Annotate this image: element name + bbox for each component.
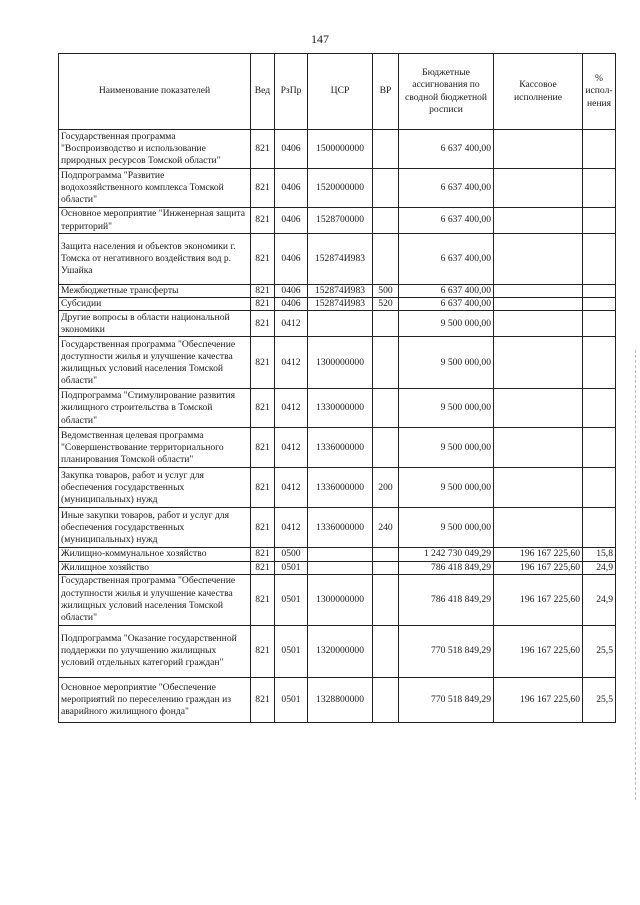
cell-cash (494, 389, 583, 428)
cell-name: Основное мероприятие "Обеспечение мероприятий по переселению граждан из аварийного жилищного фонда" (59, 677, 251, 722)
cell-name: Субсидии (59, 298, 251, 311)
cell-cash (494, 234, 583, 285)
cell-csr: 152874И983 (308, 298, 373, 311)
cell-vr (373, 389, 399, 428)
cell-vr (373, 208, 399, 234)
cell-rzpr: 0500 (275, 548, 308, 561)
cell-percent (583, 285, 616, 298)
cell-cash (494, 285, 583, 298)
cell-ved: 821 (251, 337, 275, 389)
cell-cash (494, 130, 583, 169)
scan-edge-mark (635, 350, 636, 800)
cell-rzpr: 0412 (275, 311, 308, 337)
cell-rzpr: 0412 (275, 428, 308, 468)
table-header-row (59, 54, 616, 130)
cell-percent: 25,5 (583, 625, 616, 677)
cell-percent (583, 468, 616, 508)
cell-vr (373, 677, 399, 722)
header-budget: Бюджетные ассигнования по сводной бюджетной росписи (399, 54, 494, 130)
cell-csr: 1300000000 (308, 574, 373, 625)
cell-vr: 500 (373, 285, 399, 298)
cell-percent (583, 130, 616, 169)
cell-ved: 821 (251, 677, 275, 722)
cell-vr (373, 625, 399, 677)
cell-rzpr: 0406 (275, 130, 308, 169)
cell-name: Другие вопросы в области национальной экономики (59, 311, 251, 337)
cell-cash (494, 337, 583, 389)
cell-percent (583, 311, 616, 337)
table-row (59, 337, 616, 389)
cell-csr (308, 311, 373, 337)
cell-percent (583, 169, 616, 208)
header-vr: ВР (373, 54, 399, 130)
cell-rzpr: 0406 (275, 169, 308, 208)
cell-rzpr: 0412 (275, 389, 308, 428)
table-row (59, 428, 616, 468)
cell-csr: 1528700000 (308, 208, 373, 234)
cell-budget: 770 518 849,29 (399, 677, 494, 722)
cell-vr (373, 169, 399, 208)
cell-vr (373, 311, 399, 337)
cell-rzpr: 0406 (275, 298, 308, 311)
cell-rzpr: 0406 (275, 208, 308, 234)
table-row (59, 468, 616, 508)
table-row (59, 208, 616, 234)
table-row (59, 389, 616, 428)
cell-ved: 821 (251, 468, 275, 508)
cell-vr (373, 337, 399, 389)
cell-name: Закупка товаров, работ и услуг для обеспечения государственных (муниципальных) нужд (59, 468, 251, 508)
cell-ved: 821 (251, 389, 275, 428)
cell-vr: 240 (373, 508, 399, 548)
cell-name: Иные закупки товаров, работ и услуг для обеспечения государственных (муниципальных) нужд (59, 508, 251, 548)
cell-ved: 821 (251, 285, 275, 298)
cell-budget: 770 518 849,29 (399, 625, 494, 677)
cell-name: Жилищное хозяйство (59, 561, 251, 574)
cell-percent (583, 428, 616, 468)
cell-vr (373, 428, 399, 468)
cell-budget: 6 637 400,00 (399, 234, 494, 285)
cell-cash (494, 311, 583, 337)
cell-cash (494, 298, 583, 311)
header-csr: ЦСР (308, 54, 373, 130)
cell-csr: 1520000000 (308, 169, 373, 208)
cell-rzpr: 0412 (275, 468, 308, 508)
cell-vr (373, 548, 399, 561)
cell-rzpr: 0406 (275, 285, 308, 298)
cell-budget: 9 500 000,00 (399, 311, 494, 337)
cell-percent: 25,5 (583, 677, 616, 722)
cell-percent: 15,8 (583, 548, 616, 561)
cell-rzpr: 0501 (275, 677, 308, 722)
page-number: 147 (311, 32, 329, 46)
cell-ved: 821 (251, 561, 275, 574)
cell-ved: 821 (251, 311, 275, 337)
cell-percent (583, 389, 616, 428)
cell-csr: 1336000000 (308, 428, 373, 468)
cell-name: Государственная программа "Обеспечение доступности жилья и улучшение качества жилищных условий населения Томской области" (59, 337, 251, 389)
cell-cash (494, 468, 583, 508)
cell-csr: 1336000000 (308, 508, 373, 548)
cell-ved: 821 (251, 548, 275, 561)
cell-vr: 520 (373, 298, 399, 311)
cell-vr (373, 234, 399, 285)
cell-budget: 786 418 849,29 (399, 574, 494, 625)
header-ved: Вед (251, 54, 275, 130)
cell-percent: 24,9 (583, 561, 616, 574)
cell-rzpr: 0406 (275, 234, 308, 285)
table-row (59, 130, 616, 169)
cell-rzpr: 0412 (275, 508, 308, 548)
cell-csr: 152874И983 (308, 234, 373, 285)
cell-percent (583, 508, 616, 548)
cell-ved: 821 (251, 508, 275, 548)
cell-budget: 6 637 400,00 (399, 130, 494, 169)
cell-name: Защита населения и объектов экономики г. Томска от негативного воздействия вод р. Ушайка (59, 234, 251, 285)
table-row (59, 508, 616, 548)
table-row (59, 285, 616, 298)
cell-budget: 6 637 400,00 (399, 298, 494, 311)
cell-cash (494, 169, 583, 208)
table-row (59, 234, 616, 285)
cell-cash (494, 428, 583, 468)
header-cash: Кассовое исполнение (494, 54, 583, 130)
cell-budget: 6 637 400,00 (399, 169, 494, 208)
cell-ved: 821 (251, 298, 275, 311)
cell-cash (494, 208, 583, 234)
cell-rzpr: 0501 (275, 574, 308, 625)
cell-budget: 9 500 000,00 (399, 428, 494, 468)
cell-budget: 9 500 000,00 (399, 389, 494, 428)
cell-rzpr: 0412 (275, 337, 308, 389)
cell-csr (308, 548, 373, 561)
cell-ved: 821 (251, 574, 275, 625)
cell-budget: 9 500 000,00 (399, 508, 494, 548)
table-row (59, 574, 616, 625)
cell-csr: 1328800000 (308, 677, 373, 722)
cell-cash: 196 167 225,60 (494, 574, 583, 625)
cell-csr: 1336000000 (308, 468, 373, 508)
cell-ved: 821 (251, 625, 275, 677)
cell-name: Государственная программа "Воспроизводство и использование природных ресурсов Томской области" (59, 130, 251, 169)
cell-percent (583, 234, 616, 285)
cell-csr: 1500000000 (308, 130, 373, 169)
cell-budget: 1 242 730 049,29 (399, 548, 494, 561)
cell-ved: 821 (251, 234, 275, 285)
table-row (59, 548, 616, 561)
cell-name: Основное мероприятие "Инженерная защита территорий" (59, 208, 251, 234)
cell-budget: 9 500 000,00 (399, 337, 494, 389)
cell-ved: 821 (251, 130, 275, 169)
cell-ved: 821 (251, 428, 275, 468)
cell-name: Государственная программа "Обеспечение доступности жилья и улучшение качества жилищных условий населения Томской области" (59, 574, 251, 625)
cell-vr: 200 (373, 468, 399, 508)
header-percent: % испол-нения (583, 54, 616, 130)
cell-cash (494, 508, 583, 548)
cell-name: Подпрограмма "Развитие водохозяйственного комплекса Томской области" (59, 169, 251, 208)
cell-percent (583, 298, 616, 311)
cell-vr (373, 130, 399, 169)
cell-name: Подпрограмма "Стимулирование развития жилищного строительства в Томской области" (59, 389, 251, 428)
cell-vr (373, 561, 399, 574)
header-name: Наименование показателей (59, 54, 251, 130)
cell-rzpr: 0501 (275, 625, 308, 677)
table-row (59, 311, 616, 337)
cell-percent: 24,9 (583, 574, 616, 625)
cell-cash: 196 167 225,60 (494, 677, 583, 722)
cell-name: Подпрограмма "Оказание государственной поддержки по улучшению жилищных условий отдельных категорий граждан" (59, 625, 251, 677)
cell-cash: 196 167 225,60 (494, 561, 583, 574)
cell-cash: 196 167 225,60 (494, 625, 583, 677)
cell-csr: 1300000000 (308, 337, 373, 389)
cell-csr: 1320000000 (308, 625, 373, 677)
cell-budget: 6 637 400,00 (399, 208, 494, 234)
cell-name: Жилищно-коммунальное хозяйство (59, 548, 251, 561)
cell-budget: 6 637 400,00 (399, 285, 494, 298)
table-row (59, 677, 616, 722)
cell-ved: 821 (251, 208, 275, 234)
cell-budget: 9 500 000,00 (399, 468, 494, 508)
cell-csr: 1330000000 (308, 389, 373, 428)
cell-rzpr: 0501 (275, 561, 308, 574)
cell-vr (373, 574, 399, 625)
table-row (59, 561, 616, 574)
cell-csr (308, 561, 373, 574)
cell-name: Межбюджетные трансферты (59, 285, 251, 298)
cell-csr: 152874И983 (308, 285, 373, 298)
cell-name: Ведомственная целевая программа "Совершенствование территориального планирования Томской области" (59, 428, 251, 468)
cell-cash: 196 167 225,60 (494, 548, 583, 561)
table-row (59, 625, 616, 677)
cell-ved: 821 (251, 169, 275, 208)
table-row (59, 298, 616, 311)
table-row (59, 169, 616, 208)
cell-percent (583, 337, 616, 389)
budget-table (58, 53, 616, 723)
cell-percent (583, 208, 616, 234)
cell-budget: 786 418 849,29 (399, 561, 494, 574)
header-rzpr: РзПр (275, 54, 308, 130)
